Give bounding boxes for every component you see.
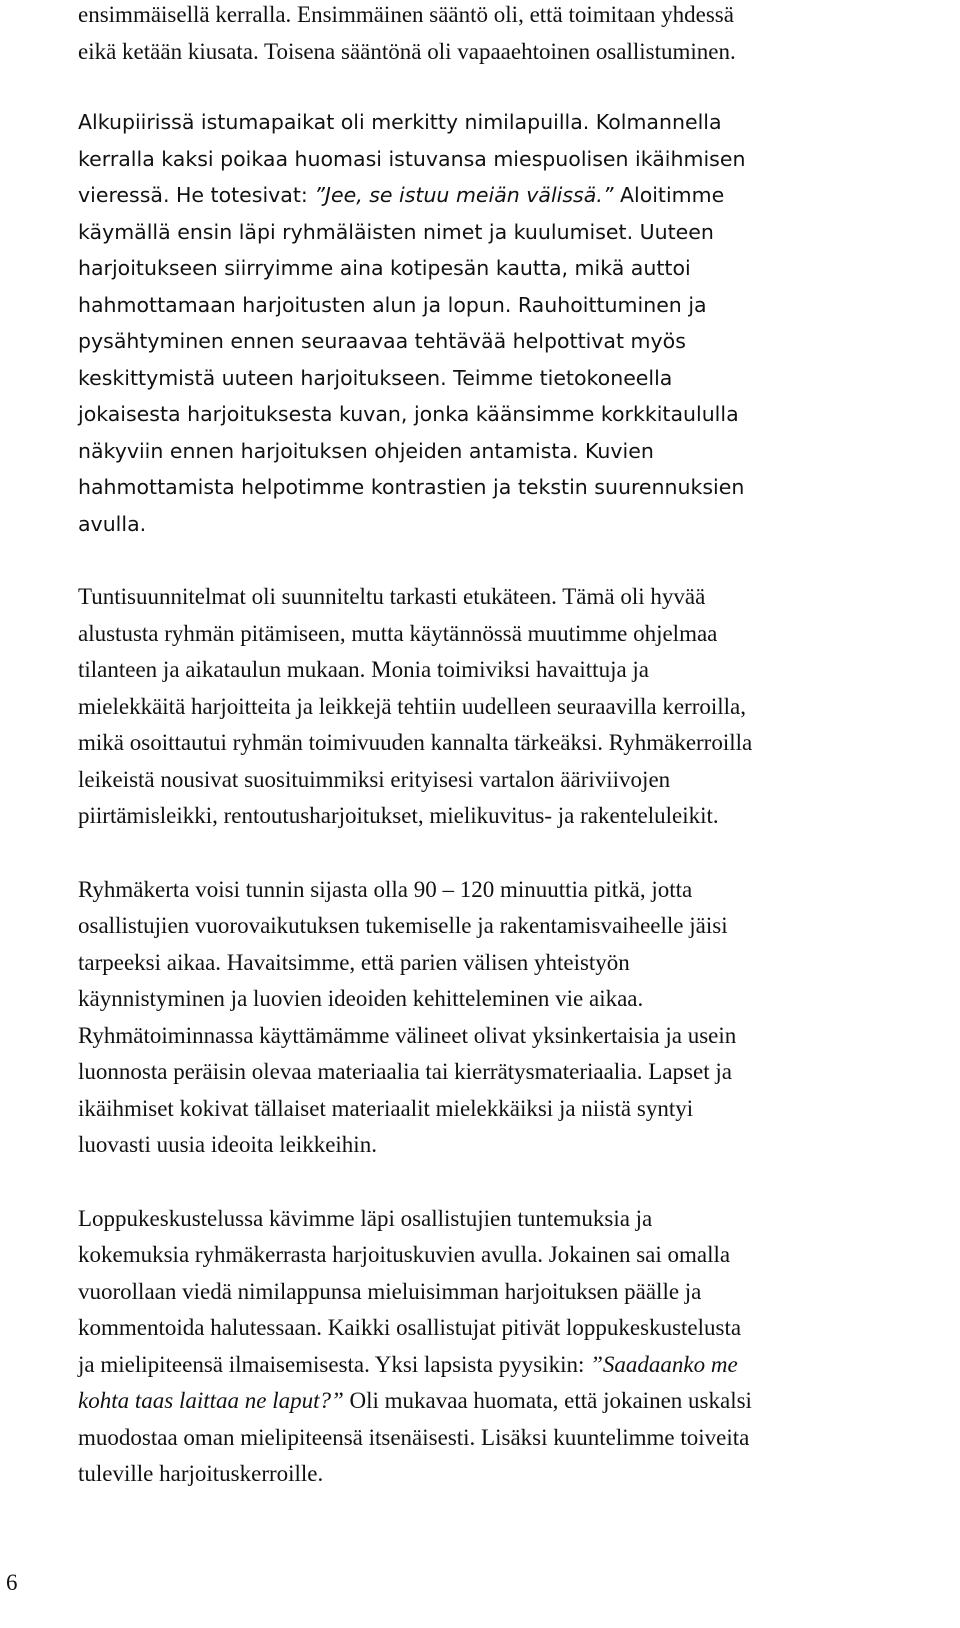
paragraph-planning bbox=[78, 579, 938, 835]
text-line: Alkupiirissä istumapaikat oli merkitty nimilapuilla. Kolmannella bbox=[78, 110, 722, 134]
text-line: ja mielipiteensä ilmaisemisesta. Yksi lapsista pyysikin: bbox=[78, 1351, 591, 1377]
text-line: vieressä. He totesivat: bbox=[78, 183, 315, 207]
text-line: avulla. bbox=[78, 511, 147, 536]
document-page bbox=[78, 0, 938, 1493]
text-line: Ryhmätoiminnassa käyttämämme välineet olivat yksinkertaisia ja usein bbox=[78, 1022, 737, 1048]
text-line: eikä ketään kiusata. Toisena sääntönä oli vapaaehtoinen osallistuminen. bbox=[78, 38, 736, 64]
text-line: piirtämisleikki, rentoutusharjoitukset, mielikuvitus- ja rakenteluleikit. bbox=[78, 803, 719, 828]
text-line: käynnistyminen ja luovien ideoiden kehitteleminen vie aikaa. bbox=[78, 986, 644, 1011]
text-line: harjoitukseen siirryimme aina kotipesän kautta, mikä auttoi bbox=[78, 256, 691, 280]
text-line: vuorollaan viedä nimilappunsa mieluisimman harjoituksen päälle ja bbox=[78, 1278, 702, 1304]
quote-text: kohta taas laittaa ne laput?” bbox=[78, 1388, 344, 1413]
text-line: keskittymistä uuteen harjoitukseen. Teimme tietokoneella bbox=[78, 365, 673, 390]
text-line: näkyviin ennen harjoituksen ohjeiden antamista. Kuvien bbox=[78, 438, 654, 463]
text-line: leikeistä nousivat suosituimmiksi erityisesi vartalon ääriviivojen bbox=[78, 766, 671, 792]
text-line: ikäihmiset kokivat tällaiset materiaalit mielekkäiksi ja niistä syntyi bbox=[78, 1095, 694, 1121]
text-line: kokemuksia ryhmäkerrasta harjoituskuvien avulla. Jokainen sai omalla bbox=[78, 1242, 731, 1267]
text-line: mielekkäitä harjoitteita ja leikkejä tehtiin uudelleen seuraavilla kerroilla, bbox=[78, 693, 746, 719]
text-line: pysähtyminen ennen seuraavaa tehtävää helpottivat myös bbox=[78, 329, 686, 353]
page-number: 6 bbox=[6, 1570, 18, 1595]
text-line: Ryhmäkerta voisi tunnin sijasta olla 90 – 120 minuuttia pitkä, jotta bbox=[78, 876, 693, 902]
text-line: kerralla kaksi poikaa huomasi istuvansa miespuolisen ikäihmisen bbox=[78, 146, 746, 171]
paragraph-final-discussion bbox=[78, 1201, 938, 1493]
text-line: tarpeeksi aikaa. Havaitsimme, että parien välisen yhteistyön bbox=[78, 949, 630, 975]
quote-text: ”Jee, se istuu meiän välissä.” bbox=[314, 183, 614, 207]
text-line: Oli mukavaa huomata, että jokainen uskalsi bbox=[343, 1388, 752, 1413]
text-line: hahmottamaan harjoitusten alun ja lopun. Rauhoittuminen ja bbox=[78, 292, 707, 317]
text-line: kommentoida halutessaan. Kaikki osallistujat pitivät loppukeskustelusta bbox=[78, 1315, 742, 1340]
text-line: muodostaa oman mielipiteensä itsenäisesti. Lisäksi kuuntelimme toiveita bbox=[78, 1424, 750, 1450]
text-line: jokaisesta harjoituksesta kuvan, jonka käänsimme korkkitaululla bbox=[78, 402, 739, 426]
text-line: tuleville harjoituskerroille. bbox=[78, 1461, 324, 1486]
text-line: Loppukeskustelussa kävimme läpi osallistujien tuntemuksia ja bbox=[78, 1205, 653, 1231]
text-line: luonnosta peräisin olevaa materiaalia tai kierrätysmateriaalia. Lapset ja bbox=[78, 1059, 732, 1084]
text-line: osallistujien vuorovaikutuksen tukemiselle ja rakentamisvaiheelle jäisi bbox=[78, 913, 728, 938]
text-line: Aloitimme bbox=[613, 183, 725, 207]
text-line: Tuntisuunnitelmat oli suunniteltu tarkasti etukäteen. Tämä oli hyvää bbox=[78, 584, 706, 609]
text-line: alustusta ryhmän pitämiseen, mutta käytännössä muutimme ohjelmaa bbox=[78, 620, 718, 646]
quote-text: ”Saadaanko me bbox=[590, 1351, 738, 1377]
paragraph-rules bbox=[78, 0, 938, 70]
text-line: mikä osoittautui ryhmän toimivuuden kannalta tärkeäksi. Ryhmäkerroilla bbox=[78, 730, 753, 755]
paragraph-seating bbox=[78, 104, 938, 542]
text-line: käymällä ensin läpi ryhmäläisten nimet ja kuulumiset. Uuteen bbox=[78, 219, 714, 244]
text-line: ensimmäisellä kerralla. Ensimmäinen sääntö oli, että toimitaan yhdessä bbox=[78, 2, 734, 27]
text-line: luovasti uusia ideoita leikkeihin. bbox=[78, 1132, 377, 1157]
text-line: tilanteen ja aikataulun mukaan. Monia toimiviksi havaittuja ja bbox=[78, 657, 650, 682]
text-line: hahmottamista helpotimme kontrastien ja tekstin suurennuksien bbox=[78, 475, 745, 499]
paragraph-duration bbox=[78, 872, 938, 1164]
